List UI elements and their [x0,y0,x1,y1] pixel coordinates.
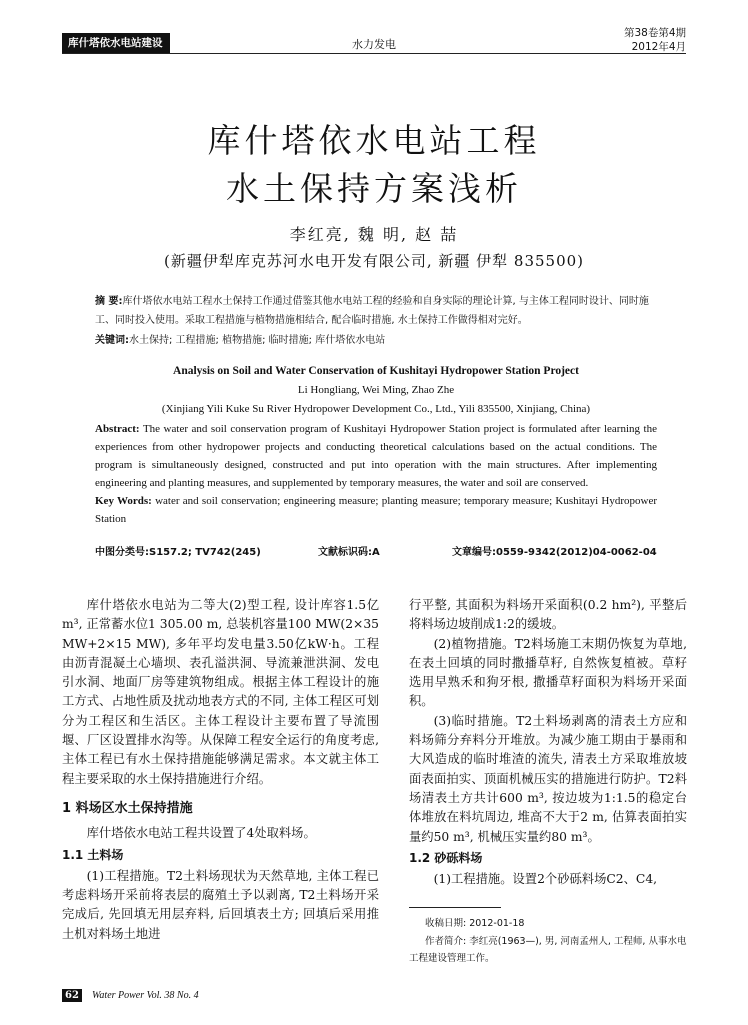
keywords-cn [95,331,657,350]
affiliation: (新疆伊犁库克苏河水电开发有限公司, 新疆 伊犁 835500) [163,252,585,270]
running-title: 库什塔依水电站建设 [62,33,170,53]
section-1-1-heading: 1.1 土料场 [62,847,124,862]
title-line-1: 库什塔依水电站工程 [207,121,541,160]
footnote-rule [409,907,501,908]
issue-info [624,26,686,54]
keywords-cn-label: 关键词: [95,335,129,346]
english-abstract-text: The water and soil conservation program of Kushitayi Hydropower Station project is formulated after learning the experiences from other hydropower projects and conducting theoretical calculations based on the actual conditions. The program is simultaneously designed, constructed and put into operation with the main structures. After implementing engineering and planting measures, and supplemented by temporary measures, the water and soil are conserved. [95,423,657,489]
volume-issue: 第38卷第4期 [623,27,686,39]
temporary-measures-paragraph: (3)临时措施。T2土料场剥离的清表土方应和料场筛分弃料分开堆放。为减少施工期由于暴雨和大风造成的临时堆渣的流失, 清表土方采取堆放坡面表面拍实、顶面机械压实的措施进行防护。T2料场清表土方共计600 m³, 按边坡为1:1.5的稳定台体堆放在料坑周边, 堆高不大于2 m, 估算表面拍实量约50 m³, 机械压实量约80 m³。 [409,713,687,844]
abstract-cn [95,292,657,330]
author-bio: 作者简介: 李红亮(1963—), 男, 河南孟州人, 工程师, 从事水电工程建设管理工作。 [409,936,687,964]
section-1-text: 库什塔依水电站工程共设置了4处取料场。 [86,826,316,841]
authors: 李红亮, 魏 明, 赵 喆 [289,225,459,244]
clc-number: 中图分类号:S157.2; TV742(245) [95,547,261,558]
english-abstract [95,420,657,492]
abstract-cn-text: 库什塔依水电站工程水土保持工作通过借鉴其他水电站工程的经验和自身实际的理论计算, 与主体工程同时设计、同时施工、同时投入使用。采取工程措施与植物措施相结合, 配合临时措施, 水土保持工作做得相对完好。 [95,296,649,326]
header-rule [62,53,686,54]
article-number: 文章编号:0559-9342(2012)04-0062-04 [452,547,657,558]
right-column [409,596,687,889]
footer-journal: Water Power Vol. 38 No. 4 [92,990,199,1001]
footnote [409,914,687,967]
english-keywords-label: Key Words: [95,495,152,507]
english-keywords-text: water and soil conservation; engineering measure; planting measure; temporary measure; Kushitayi Hydropower Station [95,495,658,525]
abstract-cn-label: 摘 要: [95,296,123,307]
document-code: 文献标识码:A [318,547,380,558]
paragraph-continued: 行平整, 其面积为料场开采面积(0.2 hm²), 平整后将料场边坡削成1:2的缓坡。 [409,598,687,632]
journal-name: 水力发电 [352,38,396,51]
section-1-2-text: (1)工程措施。设置2个砂砾料场C2、C4, [433,872,658,887]
planting-measures-paragraph: (2)植物措施。T2料场施工末期仍恢复为草地, 在表土回填的同时撒播草籽, 自然恢复植被。草籽选用早熟禾和狗牙根, 撒播草籽面积为料场开采面积。 [409,636,687,709]
issue-date: 2012年4月 [631,41,686,53]
page-number: 62 [62,989,82,1002]
received-date: 收稿日期: 2012-01-18 [425,918,525,929]
left-column [62,596,379,944]
english-keywords [95,492,657,528]
english-affiliation: (Xinjiang Yili Kuke Su River Hydropower Development Co., Ltd., Yili 835500, Xinjiang, China) [161,403,591,415]
section-1-heading: 1 料场区水土保持措施 [62,800,193,816]
english-authors: Li Hongliang, Wei Ming, Zhao Zhe [297,384,455,396]
intro-paragraph: 库什塔依水电站为二等大(2)型工程, 设计库容1.5亿m³, 正常蓄水位1 305.00 m, 总装机容量100 MW(2×35 MW+2×15 MW), 多年平均发电量3.50亿kW·h。工程由沥青混凝土心墙坝、表孔溢洪洞、导流兼泄洪洞、发电引水洞、地面厂房等建筑物组成。根据主体工程设计的施工方式、占地性质及扰动地表方式的不同, 主体工程区可划分为工程区和生活区。主体工程设计主要布置了导流围堰、厂区设置排水沟等。从保障工程安全运行的角度考虑, 主体工程已有水土保持措施能够满足需求。本文就主体工程主要采取的水土保持措施进行介绍。 [62,598,379,786]
section-1-1-text: (1)工程措施。T2土料场现状为天然草地, 主体工程已考虑料场开采前将表层的腐殖土予以剥离, T2土料场开采完成后, 先回填无用层弃料, 后回填表土方; 回填后采用推土机对料场土地进 [62,868,379,941]
english-abstract-label: Abstract: [95,423,140,435]
section-1-2-heading: 1.2 砂砾料场 [409,850,483,865]
title-line-2: 水土保持方案浅析 [226,169,522,208]
english-title: Analysis on Soil and Water Conservation of Kushitayi Hydropower Station Project [173,365,579,377]
keywords-cn-text: 水土保持; 工程措施; 植物措施; 临时措施; 库什塔依水电站 [129,335,386,346]
